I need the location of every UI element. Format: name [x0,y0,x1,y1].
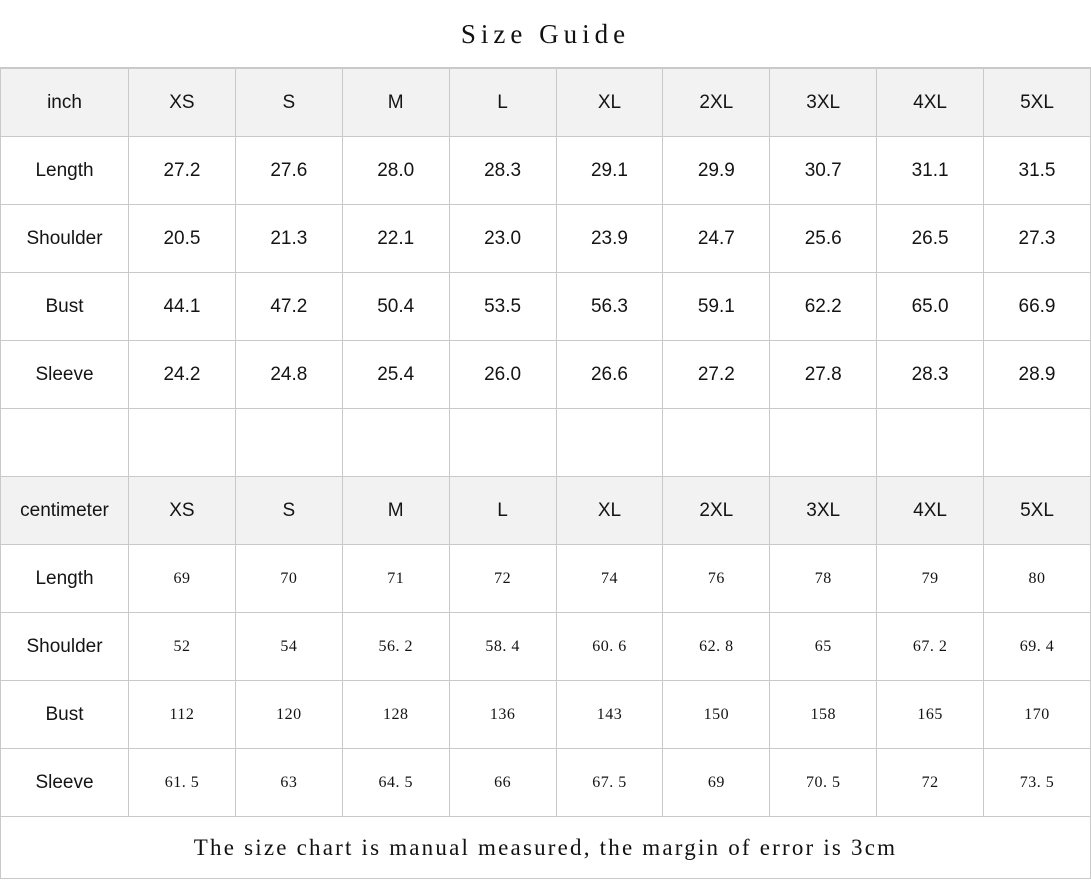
spacer-cell [556,409,663,477]
cell-bust-cm-m: 128 [342,681,449,749]
cell-sleeve-inch-m: 25.4 [342,341,449,409]
row-label-shoulder-inch: Shoulder [1,205,129,273]
cell-sleeve-inch-xs: 24.2 [129,341,236,409]
cell-sleeve-inch-l: 26.0 [449,341,556,409]
cell-length-cm-4xl: 79 [877,545,984,613]
size-header-cm-s: S [235,477,342,545]
cell-sleeve-inch-2xl: 27.2 [663,341,770,409]
size-header-cm-l: L [449,477,556,545]
row-label-length-cm: Length [1,545,129,613]
cell-length-cm-2xl: 76 [663,545,770,613]
cell-shoulder-inch-s: 21.3 [235,205,342,273]
cell-length-cm-xs: 69 [129,545,236,613]
cell-sleeve-inch-4xl: 28.3 [877,341,984,409]
spacer-cell [877,409,984,477]
spacer-cell [663,409,770,477]
table-row [1,545,1091,613]
cell-sleeve-inch-5xl: 28.9 [984,341,1091,409]
row-label-sleeve-inch: Sleeve [1,341,129,409]
cell-shoulder-inch-xs: 20.5 [129,205,236,273]
cell-bust-inch-3xl: 62.2 [770,273,877,341]
row-label-bust-cm: Bust [1,681,129,749]
cell-shoulder-cm-5xl: 69. 4 [984,613,1091,681]
cell-bust-inch-xs: 44.1 [129,273,236,341]
spacer-cell [449,409,556,477]
row-label-shoulder-cm: Shoulder [1,613,129,681]
size-header-xs: XS [129,69,236,137]
page-title: Size Guide [0,0,1091,68]
size-header-cm-xl: XL [556,477,663,545]
size-header-cm-2xl: 2XL [663,477,770,545]
cell-shoulder-cm-l: 58. 4 [449,613,556,681]
cell-shoulder-cm-2xl: 62. 8 [663,613,770,681]
cell-bust-inch-s: 47.2 [235,273,342,341]
cell-shoulder-cm-3xl: 65 [770,613,877,681]
cell-sleeve-cm-l: 66 [449,749,556,817]
cell-sleeve-cm-2xl: 69 [663,749,770,817]
cell-sleeve-cm-s: 63 [235,749,342,817]
spacer-cell [1,409,129,477]
table-row [1,341,1091,409]
size-header-cm-5xl: 5XL [984,477,1091,545]
spacer-cell [129,409,236,477]
cell-shoulder-cm-s: 54 [235,613,342,681]
row-label-length-inch: Length [1,137,129,205]
cell-length-cm-m: 71 [342,545,449,613]
spacer-cell [235,409,342,477]
table-row [1,137,1091,205]
cell-length-cm-s: 70 [235,545,342,613]
cell-sleeve-cm-m: 64. 5 [342,749,449,817]
row-label-sleeve-cm: Sleeve [1,749,129,817]
cell-sleeve-cm-5xl: 73. 5 [984,749,1091,817]
cell-length-inch-3xl: 30.7 [770,137,877,205]
centimeter-header-row [1,477,1091,545]
cell-length-inch-4xl: 31.1 [877,137,984,205]
cell-length-inch-xs: 27.2 [129,137,236,205]
cell-length-inch-s: 27.6 [235,137,342,205]
table-row [1,273,1091,341]
cell-bust-cm-4xl: 165 [877,681,984,749]
size-header-2xl: 2XL [663,69,770,137]
cell-bust-cm-s: 120 [235,681,342,749]
cell-shoulder-cm-4xl: 67. 2 [877,613,984,681]
cell-sleeve-cm-3xl: 70. 5 [770,749,877,817]
table-spacer-row [1,409,1091,477]
cell-length-inch-2xl: 29.9 [663,137,770,205]
cell-length-cm-l: 72 [449,545,556,613]
table-row [1,613,1091,681]
cell-shoulder-inch-5xl: 27.3 [984,205,1091,273]
cell-bust-cm-2xl: 150 [663,681,770,749]
cell-bust-cm-3xl: 158 [770,681,877,749]
table-row [1,205,1091,273]
cell-sleeve-cm-4xl: 72 [877,749,984,817]
size-header-xl: XL [556,69,663,137]
size-header-5xl: 5XL [984,69,1091,137]
cell-length-inch-5xl: 31.5 [984,137,1091,205]
size-header-4xl: 4XL [877,69,984,137]
cell-bust-cm-5xl: 170 [984,681,1091,749]
cell-shoulder-inch-xl: 23.9 [556,205,663,273]
row-label-bust-inch: Bust [1,273,129,341]
cell-shoulder-cm-xl: 60. 6 [556,613,663,681]
cell-shoulder-inch-3xl: 25.6 [770,205,877,273]
inch-unit-label: inch [1,69,129,137]
cell-length-cm-3xl: 78 [770,545,877,613]
cell-sleeve-inch-xl: 26.6 [556,341,663,409]
size-header-cm-3xl: 3XL [770,477,877,545]
cell-length-inch-m: 28.0 [342,137,449,205]
cell-bust-cm-l: 136 [449,681,556,749]
cell-length-cm-xl: 74 [556,545,663,613]
cell-shoulder-inch-m: 22.1 [342,205,449,273]
spacer-cell [984,409,1091,477]
cell-sleeve-cm-xs: 61. 5 [129,749,236,817]
cell-bust-inch-5xl: 66.9 [984,273,1091,341]
size-header-m: M [342,69,449,137]
inch-header-row [1,69,1091,137]
centimeter-unit-label: centimeter [1,477,129,545]
size-chart-table [0,68,1091,817]
size-header-3xl: 3XL [770,69,877,137]
table-row [1,681,1091,749]
spacer-cell [770,409,877,477]
cell-bust-inch-2xl: 59.1 [663,273,770,341]
cell-bust-cm-xs: 112 [129,681,236,749]
cell-bust-inch-4xl: 65.0 [877,273,984,341]
cell-bust-cm-xl: 143 [556,681,663,749]
cell-sleeve-inch-s: 24.8 [235,341,342,409]
cell-sleeve-inch-3xl: 27.8 [770,341,877,409]
size-header-s: S [235,69,342,137]
size-header-cm-m: M [342,477,449,545]
cell-shoulder-inch-4xl: 26.5 [877,205,984,273]
cell-sleeve-cm-xl: 67. 5 [556,749,663,817]
spacer-cell [342,409,449,477]
cell-bust-inch-xl: 56.3 [556,273,663,341]
cell-shoulder-cm-xs: 52 [129,613,236,681]
measurement-disclaimer: The size chart is manual measured, the margin of error is 3cm [0,817,1091,879]
cell-length-inch-l: 28.3 [449,137,556,205]
size-header-cm-4xl: 4XL [877,477,984,545]
cell-length-inch-xl: 29.1 [556,137,663,205]
cell-shoulder-inch-l: 23.0 [449,205,556,273]
table-row [1,749,1091,817]
cell-bust-inch-m: 50.4 [342,273,449,341]
cell-shoulder-cm-m: 56. 2 [342,613,449,681]
size-header-l: L [449,69,556,137]
cell-bust-inch-l: 53.5 [449,273,556,341]
cell-length-cm-5xl: 80 [984,545,1091,613]
size-header-cm-xs: XS [129,477,236,545]
cell-shoulder-inch-2xl: 24.7 [663,205,770,273]
